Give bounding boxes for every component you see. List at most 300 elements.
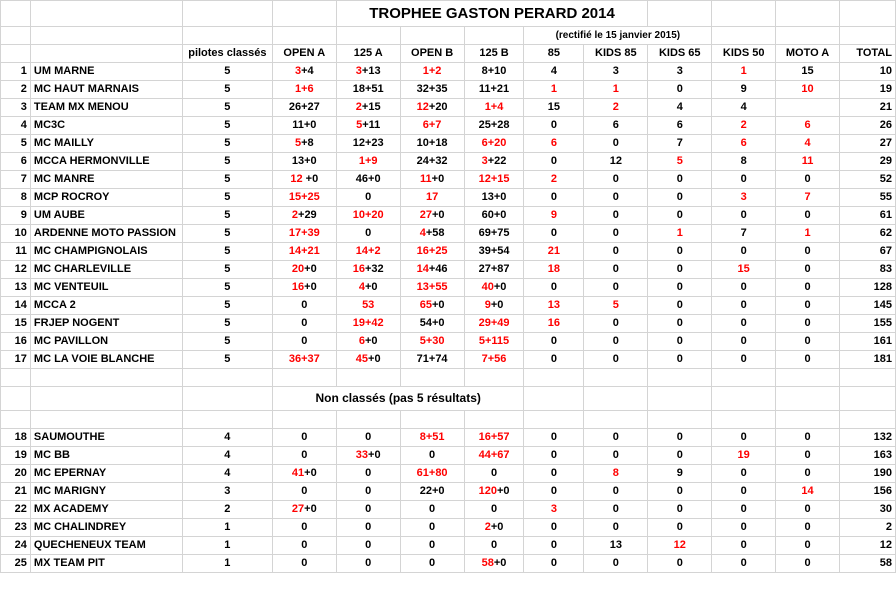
score-cell-k85[interactable] — [584, 501, 648, 519]
score-cell-motoa[interactable] — [776, 189, 840, 207]
empty-cell[interactable] — [648, 1, 712, 27]
score-cell-c85[interactable] — [524, 279, 584, 297]
score-cell-a125[interactable] — [336, 501, 400, 519]
pilots-count-cell[interactable]: 5 — [182, 63, 272, 81]
total-cell[interactable]: 61 — [840, 207, 896, 225]
score-cell-c85[interactable] — [524, 81, 584, 99]
club-name-cell[interactable]: MX TEAM PIT — [30, 555, 182, 573]
score-cell-c85[interactable] — [524, 135, 584, 153]
empty-cell[interactable] — [272, 369, 336, 387]
total-cell[interactable]: 12 — [840, 537, 896, 555]
section-label[interactable]: Non classés (pas 5 résultats) — [272, 387, 524, 411]
club-name-cell[interactable]: MC HAUT MARNAIS — [30, 81, 182, 99]
rank-cell[interactable]: 2 — [1, 81, 31, 99]
club-name-cell[interactable]: QUECHENEUX TEAM — [30, 537, 182, 555]
rank-cell[interactable]: 3 — [1, 99, 31, 117]
score-cell-k50[interactable] — [712, 171, 776, 189]
page-title[interactable]: TROPHEE GASTON PERARD 2014 — [336, 1, 648, 27]
score-cell-motoa[interactable] — [776, 207, 840, 225]
empty-cell[interactable] — [648, 369, 712, 387]
table-row[interactable] — [1, 555, 896, 573]
score-cell-k65[interactable] — [648, 429, 712, 447]
table-row[interactable] — [1, 225, 896, 243]
score-cell-b125[interactable] — [464, 243, 524, 261]
table-row[interactable] — [1, 465, 896, 483]
table-row[interactable] — [1, 297, 896, 315]
score-cell-k50[interactable] — [712, 519, 776, 537]
pilots-count-cell[interactable]: 5 — [182, 243, 272, 261]
score-cell-motoa[interactable] — [776, 117, 840, 135]
score-cell-opena[interactable] — [272, 261, 336, 279]
rank-cell[interactable]: 14 — [1, 297, 31, 315]
score-cell-motoa[interactable] — [776, 465, 840, 483]
club-name-cell[interactable]: SAUMOUTHE — [30, 429, 182, 447]
score-cell-opena[interactable] — [272, 537, 336, 555]
score-cell-c85[interactable] — [524, 297, 584, 315]
empty-cell[interactable] — [712, 369, 776, 387]
pilots-count-cell[interactable]: 5 — [182, 135, 272, 153]
empty-cell[interactable] — [30, 411, 182, 429]
score-cell-k65[interactable] — [648, 483, 712, 501]
score-cell-openb[interactable] — [400, 189, 464, 207]
score-cell-k50[interactable] — [712, 333, 776, 351]
empty-cell[interactable] — [840, 387, 896, 411]
score-cell-openb[interactable] — [400, 333, 464, 351]
score-cell-b125[interactable] — [464, 483, 524, 501]
pilots-count-cell[interactable]: 3 — [182, 483, 272, 501]
score-cell-c85[interactable] — [524, 99, 584, 117]
score-cell-c85[interactable] — [524, 555, 584, 573]
score-cell-k85[interactable] — [584, 351, 648, 369]
score-cell-motoa[interactable] — [776, 63, 840, 81]
score-cell-b125[interactable] — [464, 501, 524, 519]
score-cell-opena[interactable] — [272, 225, 336, 243]
score-cell-b125[interactable] — [464, 351, 524, 369]
score-cell-k85[interactable] — [584, 333, 648, 351]
score-cell-k85[interactable] — [584, 135, 648, 153]
rank-cell[interactable]: 12 — [1, 261, 31, 279]
score-cell-openb[interactable] — [400, 537, 464, 555]
empty-cell[interactable] — [182, 387, 272, 411]
rank-cell[interactable]: 21 — [1, 483, 31, 501]
score-cell-k85[interactable] — [584, 99, 648, 117]
score-cell-k85[interactable] — [584, 297, 648, 315]
empty-cell[interactable] — [30, 45, 182, 63]
column-header[interactable]: KIDS 65 — [648, 45, 712, 63]
score-cell-b125[interactable] — [464, 207, 524, 225]
score-cell-opena[interactable] — [272, 189, 336, 207]
club-name-cell[interactable]: MC PAVILLON — [30, 333, 182, 351]
pilots-count-cell[interactable]: 4 — [182, 465, 272, 483]
pilots-count-cell[interactable]: 5 — [182, 279, 272, 297]
score-cell-b125[interactable] — [464, 537, 524, 555]
table-row[interactable] — [1, 243, 896, 261]
score-cell-c85[interactable] — [524, 333, 584, 351]
score-cell-k50[interactable] — [712, 63, 776, 81]
table-row[interactable] — [1, 537, 896, 555]
table-row[interactable] — [1, 99, 896, 117]
score-cell-b125[interactable] — [464, 447, 524, 465]
rank-cell[interactable]: 6 — [1, 153, 31, 171]
score-cell-motoa[interactable] — [776, 297, 840, 315]
column-header[interactable]: OPEN B — [400, 45, 464, 63]
score-cell-a125[interactable] — [336, 537, 400, 555]
empty-cell[interactable] — [1, 27, 31, 45]
score-cell-c85[interactable] — [524, 537, 584, 555]
score-cell-c85[interactable] — [524, 189, 584, 207]
score-cell-c85[interactable] — [524, 483, 584, 501]
score-cell-a125[interactable] — [336, 135, 400, 153]
empty-cell[interactable] — [182, 27, 272, 45]
score-cell-k50[interactable] — [712, 99, 776, 117]
empty-cell[interactable] — [648, 411, 712, 429]
score-cell-k65[interactable] — [648, 297, 712, 315]
table-row[interactable] — [1, 135, 896, 153]
score-cell-motoa[interactable] — [776, 81, 840, 99]
pilots-count-cell[interactable]: 1 — [182, 555, 272, 573]
score-cell-k65[interactable] — [648, 465, 712, 483]
table-row[interactable] — [1, 501, 896, 519]
club-name-cell[interactable]: ARDENNE MOTO PASSION — [30, 225, 182, 243]
score-cell-openb[interactable] — [400, 501, 464, 519]
total-cell[interactable]: 58 — [840, 555, 896, 573]
score-cell-openb[interactable] — [400, 429, 464, 447]
score-cell-motoa[interactable] — [776, 171, 840, 189]
score-cell-a125[interactable] — [336, 429, 400, 447]
pilots-count-cell[interactable]: 5 — [182, 99, 272, 117]
empty-cell[interactable] — [840, 369, 896, 387]
score-cell-a125[interactable] — [336, 261, 400, 279]
score-cell-b125[interactable] — [464, 189, 524, 207]
score-cell-motoa[interactable] — [776, 261, 840, 279]
score-cell-k65[interactable] — [648, 537, 712, 555]
score-cell-b125[interactable] — [464, 297, 524, 315]
score-cell-k85[interactable] — [584, 537, 648, 555]
club-name-cell[interactable]: MC LA VOIE BLANCHE — [30, 351, 182, 369]
club-name-cell[interactable]: UM AUBE — [30, 207, 182, 225]
score-cell-k85[interactable] — [584, 153, 648, 171]
total-cell[interactable]: 52 — [840, 171, 896, 189]
club-name-cell[interactable]: MCP ROCROY — [30, 189, 182, 207]
score-cell-a125[interactable] — [336, 465, 400, 483]
score-cell-a125[interactable] — [336, 315, 400, 333]
empty-cell[interactable] — [840, 1, 896, 27]
pilots-count-cell[interactable]: 1 — [182, 537, 272, 555]
empty-cell[interactable] — [712, 27, 776, 45]
pilots-count-cell[interactable]: 5 — [182, 171, 272, 189]
total-cell[interactable]: 62 — [840, 225, 896, 243]
total-cell[interactable]: 30 — [840, 501, 896, 519]
score-cell-c85[interactable] — [524, 447, 584, 465]
score-cell-k85[interactable] — [584, 465, 648, 483]
club-name-cell[interactable]: MCCA 2 — [30, 297, 182, 315]
total-cell[interactable]: 21 — [840, 99, 896, 117]
score-cell-b125[interactable] — [464, 279, 524, 297]
total-cell[interactable]: 132 — [840, 429, 896, 447]
score-cell-openb[interactable] — [400, 465, 464, 483]
score-cell-k65[interactable] — [648, 519, 712, 537]
score-cell-b125[interactable] — [464, 519, 524, 537]
score-cell-k50[interactable] — [712, 189, 776, 207]
rank-cell[interactable]: 7 — [1, 171, 31, 189]
score-cell-k65[interactable] — [648, 207, 712, 225]
empty-cell[interactable] — [30, 387, 182, 411]
pilots-count-cell[interactable]: 1 — [182, 519, 272, 537]
column-header[interactable]: KIDS 85 — [584, 45, 648, 63]
score-cell-c85[interactable] — [524, 117, 584, 135]
score-cell-c85[interactable] — [524, 153, 584, 171]
empty-cell[interactable] — [1, 387, 31, 411]
rank-cell[interactable]: 20 — [1, 465, 31, 483]
score-cell-b125[interactable] — [464, 333, 524, 351]
score-cell-opena[interactable] — [272, 135, 336, 153]
score-cell-openb[interactable] — [400, 225, 464, 243]
score-cell-c85[interactable] — [524, 519, 584, 537]
total-cell[interactable]: 67 — [840, 243, 896, 261]
empty-cell[interactable] — [712, 411, 776, 429]
score-cell-openb[interactable] — [400, 297, 464, 315]
score-cell-openb[interactable] — [400, 447, 464, 465]
club-name-cell[interactable]: MC VENTEUIL — [30, 279, 182, 297]
empty-cell[interactable] — [400, 369, 464, 387]
score-cell-motoa[interactable] — [776, 429, 840, 447]
score-cell-a125[interactable] — [336, 171, 400, 189]
score-cell-a125[interactable] — [336, 63, 400, 81]
column-header[interactable]: 125 A — [336, 45, 400, 63]
score-cell-a125[interactable] — [336, 351, 400, 369]
score-cell-k85[interactable] — [584, 63, 648, 81]
score-cell-motoa[interactable] — [776, 333, 840, 351]
pilots-count-cell[interactable]: 4 — [182, 447, 272, 465]
total-cell[interactable]: 128 — [840, 279, 896, 297]
score-cell-c85[interactable] — [524, 351, 584, 369]
score-cell-k50[interactable] — [712, 351, 776, 369]
score-cell-k85[interactable] — [584, 189, 648, 207]
score-cell-opena[interactable] — [272, 555, 336, 573]
rank-cell[interactable]: 15 — [1, 315, 31, 333]
score-cell-opena[interactable] — [272, 465, 336, 483]
empty-cell[interactable] — [182, 411, 272, 429]
score-cell-a125[interactable] — [336, 519, 400, 537]
score-cell-a125[interactable] — [336, 207, 400, 225]
score-cell-k65[interactable] — [648, 333, 712, 351]
score-cell-c85[interactable] — [524, 429, 584, 447]
pilots-count-cell[interactable]: 5 — [182, 153, 272, 171]
score-cell-opena[interactable] — [272, 447, 336, 465]
empty-cell[interactable] — [30, 27, 182, 45]
empty-cell[interactable] — [1, 45, 31, 63]
score-cell-opena[interactable] — [272, 81, 336, 99]
pilots-count-cell[interactable]: 4 — [182, 429, 272, 447]
empty-cell[interactable] — [272, 27, 336, 45]
score-cell-b125[interactable] — [464, 99, 524, 117]
empty-cell[interactable] — [1, 369, 31, 387]
total-cell[interactable]: 156 — [840, 483, 896, 501]
pilots-count-cell[interactable]: 5 — [182, 81, 272, 99]
rank-cell[interactable]: 8 — [1, 189, 31, 207]
score-cell-openb[interactable] — [400, 261, 464, 279]
score-cell-k65[interactable] — [648, 501, 712, 519]
score-cell-k50[interactable] — [712, 279, 776, 297]
score-cell-c85[interactable] — [524, 63, 584, 81]
total-cell[interactable]: 19 — [840, 81, 896, 99]
score-cell-opena[interactable] — [272, 351, 336, 369]
column-header[interactable]: 85 — [524, 45, 584, 63]
total-cell[interactable]: 55 — [840, 189, 896, 207]
empty-cell[interactable] — [840, 411, 896, 429]
empty-cell[interactable] — [464, 369, 524, 387]
rank-cell[interactable]: 25 — [1, 555, 31, 573]
rank-cell[interactable]: 1 — [1, 63, 31, 81]
rank-cell[interactable]: 10 — [1, 225, 31, 243]
empty-cell[interactable] — [584, 411, 648, 429]
rank-cell[interactable]: 5 — [1, 135, 31, 153]
club-name-cell[interactable]: UM MARNE — [30, 63, 182, 81]
pilots-count-cell[interactable]: 5 — [182, 297, 272, 315]
score-cell-openb[interactable] — [400, 315, 464, 333]
score-cell-openb[interactable] — [400, 243, 464, 261]
score-cell-opena[interactable] — [272, 483, 336, 501]
score-cell-motoa[interactable] — [776, 537, 840, 555]
score-cell-b125[interactable] — [464, 117, 524, 135]
score-cell-opena[interactable] — [272, 99, 336, 117]
score-cell-k85[interactable] — [584, 81, 648, 99]
score-cell-motoa[interactable] — [776, 225, 840, 243]
club-name-cell[interactable]: TEAM MX MENOU — [30, 99, 182, 117]
score-cell-openb[interactable] — [400, 81, 464, 99]
score-cell-opena[interactable] — [272, 501, 336, 519]
club-name-cell[interactable]: MC MARIGNY — [30, 483, 182, 501]
column-header[interactable]: 125 B — [464, 45, 524, 63]
score-cell-k50[interactable] — [712, 243, 776, 261]
empty-cell[interactable] — [400, 411, 464, 429]
total-cell[interactable]: 27 — [840, 135, 896, 153]
score-cell-b125[interactable] — [464, 465, 524, 483]
score-cell-c85[interactable] — [524, 225, 584, 243]
score-cell-b125[interactable] — [464, 135, 524, 153]
score-cell-k85[interactable] — [584, 429, 648, 447]
score-cell-motoa[interactable] — [776, 279, 840, 297]
club-name-cell[interactable]: MC CHAMPIGNOLAIS — [30, 243, 182, 261]
empty-cell[interactable] — [776, 411, 840, 429]
score-cell-c85[interactable] — [524, 261, 584, 279]
score-cell-a125[interactable] — [336, 81, 400, 99]
empty-cell[interactable] — [776, 369, 840, 387]
table-row[interactable] — [1, 207, 896, 225]
rank-cell[interactable]: 16 — [1, 333, 31, 351]
score-cell-opena[interactable] — [272, 63, 336, 81]
empty-cell[interactable] — [400, 27, 464, 45]
score-cell-opena[interactable] — [272, 519, 336, 537]
empty-cell[interactable] — [584, 369, 648, 387]
table-row[interactable] — [1, 117, 896, 135]
score-cell-openb[interactable] — [400, 99, 464, 117]
score-cell-openb[interactable] — [400, 153, 464, 171]
score-cell-c85[interactable] — [524, 501, 584, 519]
score-cell-opena[interactable] — [272, 117, 336, 135]
score-cell-k85[interactable] — [584, 315, 648, 333]
score-cell-k50[interactable] — [712, 297, 776, 315]
score-cell-c85[interactable] — [524, 207, 584, 225]
score-cell-a125[interactable] — [336, 447, 400, 465]
rank-cell[interactable]: 18 — [1, 429, 31, 447]
club-name-cell[interactable]: FRJEP NOGENT — [30, 315, 182, 333]
score-cell-c85[interactable] — [524, 315, 584, 333]
rank-cell[interactable]: 17 — [1, 351, 31, 369]
total-cell[interactable]: 2 — [840, 519, 896, 537]
column-header[interactable]: TOTAL — [840, 45, 896, 63]
score-cell-opena[interactable] — [272, 279, 336, 297]
empty-cell[interactable] — [464, 411, 524, 429]
pilots-count-cell[interactable]: 2 — [182, 501, 272, 519]
score-cell-k85[interactable] — [584, 519, 648, 537]
score-cell-k50[interactable] — [712, 207, 776, 225]
pilots-count-cell[interactable]: 5 — [182, 333, 272, 351]
score-cell-motoa[interactable] — [776, 483, 840, 501]
score-cell-c85[interactable] — [524, 171, 584, 189]
score-cell-b125[interactable] — [464, 171, 524, 189]
rank-cell[interactable]: 11 — [1, 243, 31, 261]
empty-cell[interactable] — [1, 411, 31, 429]
score-cell-k85[interactable] — [584, 225, 648, 243]
pilots-count-cell[interactable]: 5 — [182, 207, 272, 225]
empty-cell[interactable] — [30, 1, 182, 27]
empty-cell[interactable] — [272, 1, 336, 27]
club-name-cell[interactable]: MC EPERNAY — [30, 465, 182, 483]
empty-cell[interactable] — [840, 27, 896, 45]
club-name-cell[interactable]: MC CHALINDREY — [30, 519, 182, 537]
column-header[interactable]: pilotes classés — [182, 45, 272, 63]
score-cell-openb[interactable] — [400, 279, 464, 297]
score-cell-a125[interactable] — [336, 153, 400, 171]
score-cell-k65[interactable] — [648, 171, 712, 189]
score-cell-b125[interactable] — [464, 81, 524, 99]
score-cell-b125[interactable] — [464, 225, 524, 243]
score-cell-k85[interactable] — [584, 447, 648, 465]
score-cell-b125[interactable] — [464, 261, 524, 279]
score-cell-openb[interactable] — [400, 351, 464, 369]
table-row[interactable] — [1, 63, 896, 81]
score-cell-openb[interactable] — [400, 171, 464, 189]
score-cell-a125[interactable] — [336, 117, 400, 135]
score-cell-k85[interactable] — [584, 279, 648, 297]
score-cell-k65[interactable] — [648, 555, 712, 573]
table-row[interactable] — [1, 351, 896, 369]
rank-cell[interactable]: 24 — [1, 537, 31, 555]
score-cell-k65[interactable] — [648, 135, 712, 153]
score-cell-k50[interactable] — [712, 315, 776, 333]
empty-cell[interactable] — [712, 1, 776, 27]
empty-cell[interactable] — [776, 387, 840, 411]
column-header[interactable]: KIDS 50 — [712, 45, 776, 63]
total-cell[interactable]: 83 — [840, 261, 896, 279]
total-cell[interactable]: 10 — [840, 63, 896, 81]
score-cell-motoa[interactable] — [776, 99, 840, 117]
score-cell-c85[interactable] — [524, 465, 584, 483]
score-cell-c85[interactable] — [524, 243, 584, 261]
score-cell-k50[interactable] — [712, 465, 776, 483]
total-cell[interactable]: 181 — [840, 351, 896, 369]
score-cell-k65[interactable] — [648, 315, 712, 333]
total-cell[interactable]: 163 — [840, 447, 896, 465]
score-cell-a125[interactable] — [336, 297, 400, 315]
club-name-cell[interactable]: MC CHARLEVILLE — [30, 261, 182, 279]
score-cell-a125[interactable] — [336, 225, 400, 243]
score-cell-k65[interactable] — [648, 225, 712, 243]
score-cell-openb[interactable] — [400, 207, 464, 225]
pilots-count-cell[interactable]: 5 — [182, 117, 272, 135]
score-cell-k65[interactable] — [648, 447, 712, 465]
